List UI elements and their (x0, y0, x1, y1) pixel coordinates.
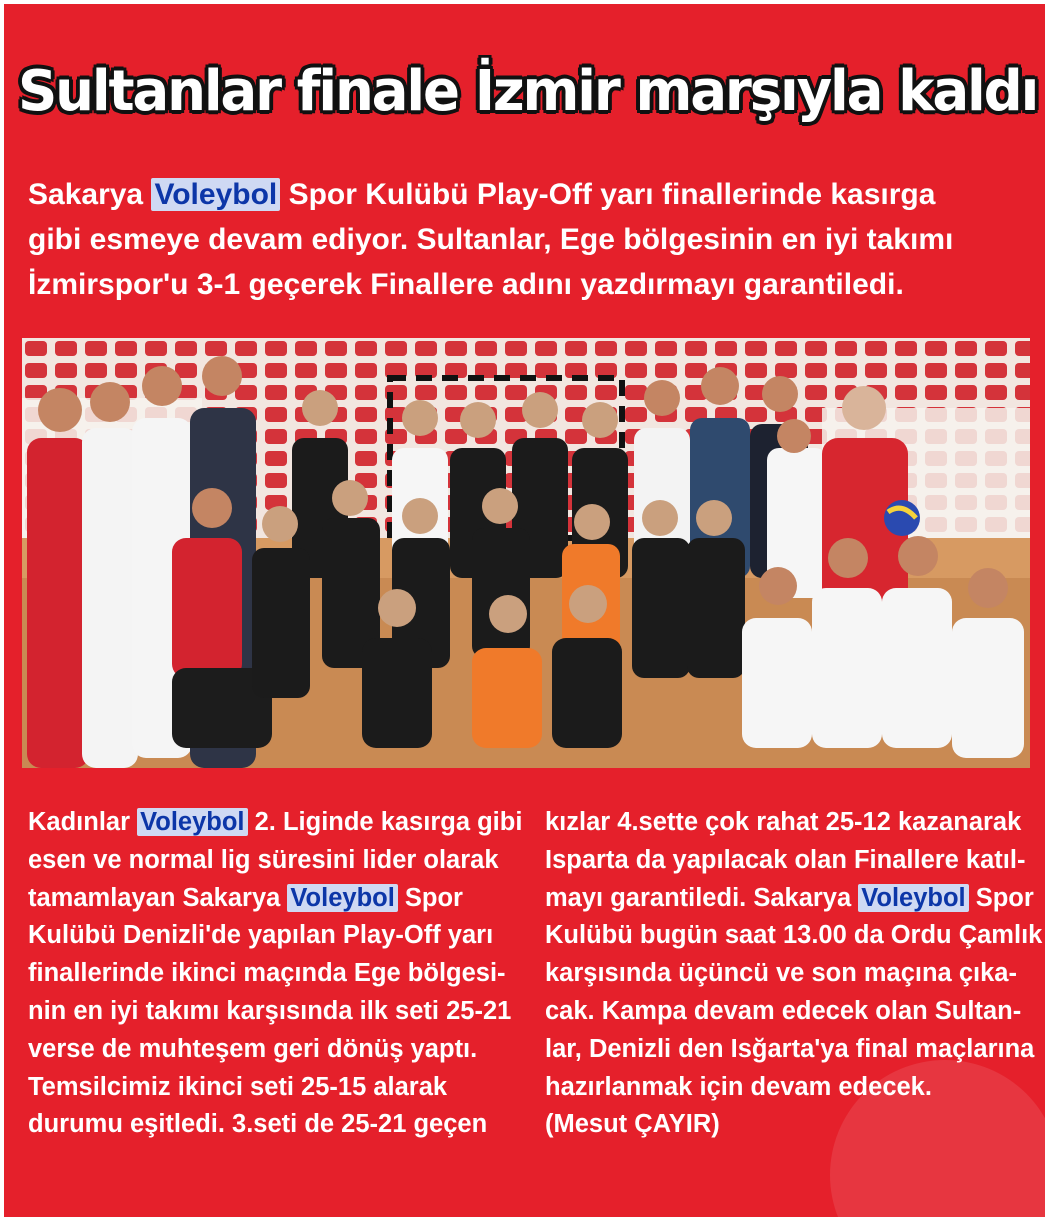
body-line (28, 1031, 518, 1069)
headline: Sultanlar finale İzmir marşıyla kaldı (18, 59, 1038, 124)
lead-line (28, 217, 1028, 262)
body-column-right (545, 804, 1043, 1144)
body-line (545, 1031, 1035, 1069)
body-text: 2. Liginde kasırga gibi (247, 808, 523, 836)
body-text: mayı garantiledi. Sakarya (545, 883, 859, 912)
body-line (28, 804, 523, 842)
body-text: Kulübü Denizli'de yapılan Play-Off yarı (28, 921, 494, 950)
body-line (545, 1069, 1035, 1107)
keyword-highlight: Voleybol (858, 884, 968, 912)
lead-text: gibi esmeye devam ediyor. Sultanlar, Ege bölgesinin en iyi takımı (28, 223, 954, 256)
team-photo (22, 338, 1030, 768)
body-line (28, 842, 518, 880)
body-text: kızlar 4.sette çok rahat 25-12 kazanarak (545, 808, 1022, 836)
body-text: verse de muhteşem geri dönüş yaptı. (28, 1034, 478, 1063)
body-text: hazırlanmak için devam edecek. (545, 1072, 932, 1101)
body-line (28, 1069, 518, 1107)
body-text: karşısında üçüncü ve son maçına çıka- (545, 959, 1017, 988)
lead-paragraph (28, 172, 1028, 307)
body-text: Spor (397, 883, 463, 912)
body-text: nin en iyi takımı karşısında ilk seti 25-21 (28, 996, 512, 1025)
body-text: lar, Denizli den Isğarta'ya final maçlarına (545, 1034, 1035, 1063)
keyword-highlight: Voleybol (287, 884, 397, 912)
body-line (28, 993, 518, 1031)
body-column-left (28, 804, 523, 1144)
body-line (28, 880, 518, 918)
body-line (545, 880, 1035, 918)
body-text: tamamlayan Sakarya (28, 883, 288, 912)
lead-text: İzmirspor'u 3-1 geçerek Finallere adını yazdırmayı garantiledi. (28, 268, 904, 301)
body-line (28, 955, 518, 993)
body-text: Kadınlar (28, 808, 138, 836)
body-line (545, 993, 1035, 1031)
byline: (Mesut ÇAYIR) (545, 1110, 720, 1139)
body-line (545, 842, 1035, 880)
body-text: durumu eşitledi. 3.seti de 25-21 geçen (28, 1110, 488, 1139)
body-text: Temsilcimiz ikinci seti 25-15 alarak (28, 1072, 448, 1101)
keyword-highlight: Voleybol (151, 178, 280, 211)
body-line (28, 917, 518, 955)
body-line (545, 804, 1035, 842)
body-line (28, 1106, 518, 1144)
body-line (545, 917, 1043, 955)
body-text: finallerinde ikinci maçında Ege bölgesi- (28, 959, 506, 988)
body-text: Isparta da yapılacak olan Finallere katıl- (545, 845, 1026, 874)
lead-line (28, 262, 1028, 307)
lead-text: Spor Kulübü Play-Off yarı finallerinde kasırga (280, 178, 936, 211)
team-photo-illustration (22, 338, 1030, 768)
body-text: cak. Kampa devam edecek olan Sultan- (545, 996, 1022, 1025)
body-text: Spor (968, 883, 1034, 912)
body-line (545, 955, 1035, 993)
body-text: esen ve normal lig süresini lider olarak (28, 845, 499, 874)
keyword-highlight: Voleybol (137, 808, 247, 836)
lead-line (28, 172, 1028, 217)
lead-text: Sakarya (28, 178, 152, 211)
body-text: Kulübü bugün saat 13.00 da Ordu Çamlık (545, 921, 1043, 950)
